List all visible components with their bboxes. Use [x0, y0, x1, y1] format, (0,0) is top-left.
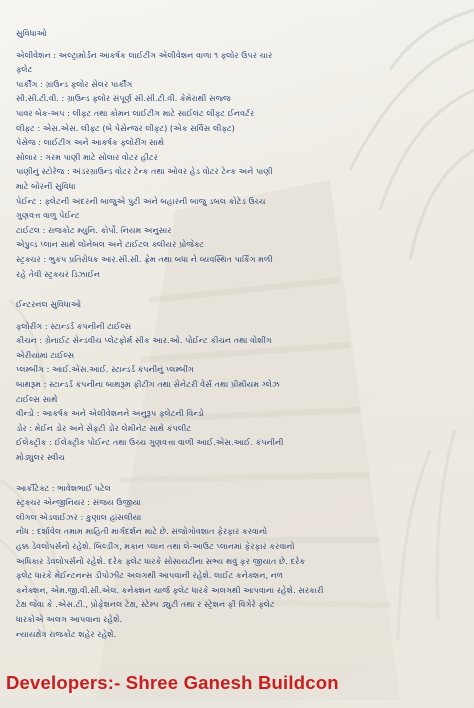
internal-line: ઈલેક્ટ્રીક : ઈલેક્ટ્રીક પોઈન્ટ તથા ઉચ્ચ ગુણવત્તા વાળી આઈ.એસ.આઈ. કંપનીની [16, 437, 284, 448]
amenity-line: એપ્રુવ્ડ પ્લાન સાથે લોનેબલ અને ટાઈટલ ક્લીયર પ્રોજેક્ટ [16, 239, 204, 250]
note-line: નોંધ : દર્શાવેલ તમામ માહિતી માર્ગદર્શન માટે છે. સંજોગોવશાત ફેરફાર કરવાનો [16, 526, 268, 537]
amenities-title: સુવિધાઓ [16, 28, 47, 38]
amenity-line: પેઈન્ટ : ફ્લેટની અંદરની બાજુએ પુટી અને બહારની બાજુ ડબલ કોટેડ ઉચ્ચ [16, 195, 266, 206]
amenities-list [16, 48, 460, 282]
note-line: ધારકોએ અલગ આપવાના રહેશે. [16, 613, 123, 624]
internal-line: ફ્લોરીંગ : સ્ટાન્ડર્ડ કંપનીની ટાઈલ્સ [16, 320, 132, 331]
internal-line: વીન્ડો : આકર્ષક અને એલીવેશનને અનુરૂપ ફ્લેટની વિન્ડો [16, 408, 204, 419]
amenity-line: માટે બોરની સુવિધા [16, 180, 76, 191]
note-line: અધિકાર ડેવલોપર્સનો રહેશે. દરેક ફ્લેટ ધારકે સોસાયટીના સભ્ય થવું ફર જીયાત છે. દરેક [16, 555, 306, 566]
internal-line: ડોર : મેઈન ડોર અને સેફ્ટી ડોર લેમીનેટ સાથે કંપલીટ [16, 422, 192, 433]
note-line: કનેક્શન, એમ.જી.વી.સી.એલ. કનેક્શન ચાર્જ ફ્લેટ ધારકે અલગથી આપવાના રહેશે. સરકારી [16, 584, 324, 595]
amenity-line: ગુણવત્ત વાળુ પેઈન્ટ [16, 210, 80, 221]
amenity-line: પાવર બેક-અપ : લીફ્ટ તથા કોમન લાઈટીંગ માટે સાઈલંટ લીફ્ટ ઈનવર્ટર [16, 107, 255, 118]
internal-line: એરીયામાં ટાઈલ્સ [16, 349, 75, 360]
amenity-line: પાણીનું સ્ટોરેજ : અંડરગ્રાઉન્ડ વોટર ટેન્ક તથા ઓવર હેડ વોટર ટેન્ક અને પાણી [16, 166, 273, 177]
amenity-line: લીફ્ટ : એસ.એસ. લીફ્ટ (બે પેસેન્જર લીફ્ટ) (એક સર્વિસ લીફ્ટ) [16, 122, 235, 133]
internal-line: મોડ્યુલર સ્વીચ [16, 452, 65, 463]
amenity-line: સી.સી.ટી.વી. : ગ્રાઉન્ડ ફ્લોર સંપૂર્ણ સી.સી.ટી.વી. કેમેરાથી સજ્જ [16, 93, 231, 104]
note-line: ફ્લેટ ધારકે મેઈન્ટનન્સ ડીપોઝીટ અલગથી આપવાની રહેશે. લાઈટ કનેક્શન, નળ [16, 570, 284, 581]
amenity-line: ફ્લેટ [16, 64, 33, 75]
note-line: હક્ક ડેવલોપર્સનો રહેશે. બિલ્ડીંગ, મકાન પ્લાન તથા લે-આઉટ પ્લાનમાં ફેરફાર કરવાનો [16, 541, 295, 551]
amenity-line: રહે તેવી સ્ટ્રક્ચર ડિઝાઈન [16, 268, 101, 279]
developer-footer: Developers:- Shree Ganesh Buildcon [6, 672, 339, 693]
internal-line: પ્લમ્બીંગ : આઈ.એસ.આઈ. સ્ટાન્ડર્ડ કંપનીનું પ્લમ્બીંગ [16, 364, 194, 375]
internal-amenities-title: ઈન્ટરનલ સુવિધાઓ [16, 299, 82, 310]
architect-line: આર્કીટેક્ટ : ભાવેશભાઈ પટેલ [16, 482, 111, 493]
amenity-line: એલીવેશન : અલ્ટ્રામોર્ડન આકર્ષક લાઈટીંગ એલીવેશન વાળા ૧ ફ્લોર ઉપર ચાર [16, 49, 273, 60]
legal-advisor-line: લીગલ એડવાઈઝર : કુણાલ હાંસલીયા [16, 511, 142, 522]
amenity-line: સોલાર : ગરમ પાણી માટે સોલાર વોટર હીટર [16, 151, 158, 162]
amenity-line: ટાઈટલ : રાજકોટ મ્યુનિ. કોર્પો. નિયમ અનુસાર [16, 224, 172, 235]
note-line: ટેક્ષ જેવા કે .એસ.ટી., પ્રોફેશનલ ટેક્ષ, સ્ટેમ્પ ડ્યુટી તથા ર સ્ટ્રેશન ફી વિગેરે ફ્લેટ [16, 599, 275, 610]
jurisdiction-line: ન્યાયક્ષેત્ર રાજકોટ શહેર રહેશે. [16, 628, 117, 639]
amenity-line: પાર્કીંગ : ગ્રાઉન્ડ ફ્લોર સેલર પાર્કીંગ [16, 78, 133, 89]
internal-amenities-section [16, 297, 460, 465]
internal-line: ટાઈલ્સ સાથે [16, 393, 58, 404]
internal-line: કીચન : ગ્રેનાઈટ સેન્ડવીચ પ્લેટફોર્મ સીક આર.ઓ. પોઈન્ટ કીચન તથા વોશીંગ [16, 335, 272, 346]
amenity-line: પેસેજ : લાઈટીંગ અને આકર્ષક ફ્લોરીંગ સાથે [16, 137, 165, 148]
amenity-line: સ્ટ્રક્ચર : ભુકંપ પ્રતિરોધક આર.સી.સી. ફ્રેમ તથા બધા ને વ્યવસ્થિત પાર્કિંગ મળી [16, 253, 273, 264]
credits-section [16, 481, 460, 642]
structure-engineer-line: સ્ટ્રક્ચર એન્જીનિયર : સંજય ઉજીયા [16, 497, 141, 508]
brochure-content [16, 26, 460, 641]
internal-line: બાથરૂમ : સ્ટાન્ડર્ડ કંપનીના બાથરૂમ ફીટીંગ તથા સેનેટરી વેર્સ તથા પ્રીમીયમ ગ્લેઝ [16, 379, 280, 390]
